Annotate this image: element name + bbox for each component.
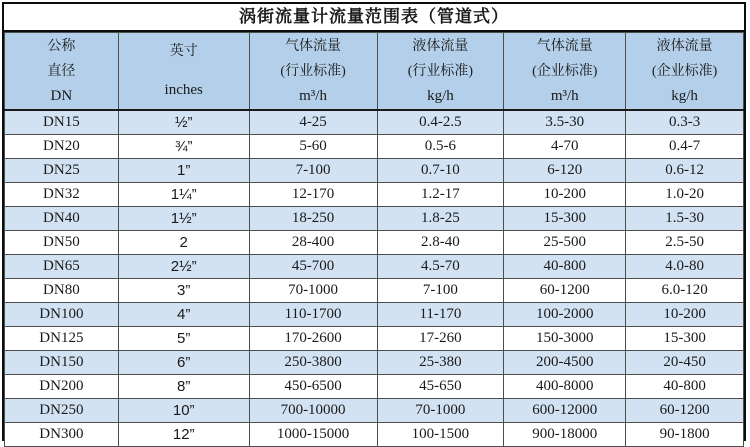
table-row	[5, 255, 744, 279]
column-header-dn	[5, 33, 119, 111]
table-header	[5, 33, 744, 111]
cell-inches: 1½”	[118, 207, 249, 231]
cell-inches: 2½”	[118, 255, 249, 279]
cell-inches: 8”	[118, 375, 249, 399]
cell-dn: DN65	[5, 255, 119, 279]
cell-inches: 6”	[118, 351, 249, 375]
header-line: m³/h	[299, 87, 327, 104]
table-row	[5, 279, 744, 303]
cell-liquid-industry: 45-650	[377, 375, 504, 399]
header-line: 直径	[47, 63, 76, 79]
table-row	[5, 159, 744, 183]
cell-liquid-industry: 7-100	[377, 279, 504, 303]
table-row	[5, 183, 744, 207]
cell-gas-enterprise: 60-1200	[504, 279, 626, 303]
cell-liquid-industry: 25-380	[377, 351, 504, 375]
cell-inches: 1”	[118, 159, 249, 183]
cell-liquid-enterprise: 2.5-50	[626, 231, 744, 255]
header-line: m³/h	[550, 87, 579, 104]
cell-gas-industry: 18-250	[249, 207, 377, 231]
cell-liquid-enterprise: 40-800	[626, 375, 744, 399]
cell-dn: DN200	[5, 375, 119, 399]
cell-liquid-enterprise: 60-1200	[626, 399, 744, 423]
header-line: (行业标准)	[407, 63, 474, 79]
cell-gas-enterprise: 4-70	[504, 135, 626, 159]
cell-gas-enterprise: 25-500	[504, 231, 626, 255]
cell-dn: DN125	[5, 327, 119, 351]
cell-dn: DN20	[5, 135, 119, 159]
table-row	[5, 135, 744, 159]
cell-gas-enterprise: 600-12000	[504, 399, 626, 423]
header-line: 公称	[47, 38, 76, 54]
cell-dn: DN80	[5, 279, 119, 303]
cell-gas-industry: 7-100	[249, 159, 377, 183]
table-row	[5, 303, 744, 327]
cell-liquid-enterprise: 10-200	[626, 303, 744, 327]
cell-inches: ¾”	[118, 135, 249, 159]
cell-liquid-industry: 4.5-70	[377, 255, 504, 279]
cell-liquid-industry: 0.4-2.5	[377, 110, 504, 135]
cell-gas-enterprise: 100-2000	[504, 303, 626, 327]
cell-liquid-enterprise: 0.6-12	[626, 159, 744, 183]
cell-gas-industry: 45-700	[249, 255, 377, 279]
column-header-gas-enterprise	[504, 33, 626, 111]
cell-dn: DN25	[5, 159, 119, 183]
cell-inches: 12”	[118, 423, 249, 447]
column-header-inches	[118, 33, 249, 111]
header-line: kg/h	[427, 87, 454, 104]
cell-dn: DN32	[5, 183, 119, 207]
cell-gas-enterprise: 150-3000	[504, 327, 626, 351]
cell-gas-industry: 5-60	[249, 135, 377, 159]
cell-liquid-industry: 0.7-10	[377, 159, 504, 183]
cell-gas-industry: 110-1700	[249, 303, 377, 327]
cell-gas-industry: 700-10000	[249, 399, 377, 423]
cell-gas-industry: 1000-15000	[249, 423, 377, 447]
header-line: inches	[164, 82, 203, 98]
column-header-liquid-enterprise	[626, 33, 744, 111]
cell-inches: 10”	[118, 399, 249, 423]
table-row	[5, 231, 744, 255]
cell-inches: 1¼”	[118, 183, 249, 207]
table-row	[5, 207, 744, 231]
cell-gas-enterprise: 40-800	[504, 255, 626, 279]
cell-liquid-industry: 17-260	[377, 327, 504, 351]
cell-dn: DN50	[5, 231, 119, 255]
cell-liquid-industry: 1.8-25	[377, 207, 504, 231]
table-row	[5, 375, 744, 399]
cell-gas-enterprise: 10-200	[504, 183, 626, 207]
cell-dn: DN250	[5, 399, 119, 423]
cell-gas-enterprise: 3.5-30	[504, 110, 626, 135]
cell-dn: DN15	[5, 110, 119, 135]
cell-gas-industry: 4-25	[249, 110, 377, 135]
header-line: 气体流量	[285, 38, 342, 54]
cell-inches: 5”	[118, 327, 249, 351]
header-line: 液体流量	[412, 38, 469, 54]
column-header-liquid-industry	[377, 33, 504, 111]
cell-liquid-enterprise: 1.5-30	[626, 207, 744, 231]
cell-liquid-industry: 0.5-6	[377, 135, 504, 159]
cell-inches: 3”	[118, 279, 249, 303]
cell-gas-enterprise: 400-8000	[504, 375, 626, 399]
cell-dn: DN100	[5, 303, 119, 327]
cell-dn: DN300	[5, 423, 119, 447]
header-line: 液体流量	[656, 38, 713, 54]
cell-liquid-enterprise: 0.3-3	[626, 110, 744, 135]
cell-inches: ½”	[118, 110, 249, 135]
cell-liquid-enterprise: 1.0-20	[626, 183, 744, 207]
cell-gas-industry: 250-3800	[249, 351, 377, 375]
table-row	[5, 423, 744, 447]
flow-range-table	[4, 32, 744, 447]
cell-liquid-enterprise: 4.0-80	[626, 255, 744, 279]
header-line: (企业标准)	[532, 63, 598, 79]
cell-liquid-industry: 70-1000	[377, 399, 504, 423]
cell-liquid-industry: 11-170	[377, 303, 504, 327]
column-header-gas-industry	[249, 33, 377, 111]
cell-gas-industry: 70-1000	[249, 279, 377, 303]
table-body	[5, 110, 744, 447]
flow-range-table-frame	[2, 2, 746, 441]
table-title: 涡街流量计流量范围表（管道式）	[4, 4, 744, 32]
cell-gas-enterprise: 6-120	[504, 159, 626, 183]
table-row	[5, 327, 744, 351]
cell-dn: DN40	[5, 207, 119, 231]
cell-gas-industry: 170-2600	[249, 327, 377, 351]
cell-gas-industry: 28-400	[249, 231, 377, 255]
table-row	[5, 399, 744, 423]
cell-liquid-industry: 1.2-17	[377, 183, 504, 207]
cell-gas-industry: 12-170	[249, 183, 377, 207]
cell-liquid-industry: 2.8-40	[377, 231, 504, 255]
header-row	[5, 33, 744, 111]
cell-inches: 2	[118, 231, 249, 255]
table-row	[5, 351, 744, 375]
cell-dn: DN150	[5, 351, 119, 375]
cell-gas-enterprise: 15-300	[504, 207, 626, 231]
header-line: 气体流量	[536, 38, 593, 54]
header-line: 英寸	[169, 44, 198, 59]
cell-liquid-enterprise: 6.0-120	[626, 279, 744, 303]
cell-liquid-industry: 100-1500	[377, 423, 504, 447]
cell-liquid-enterprise: 90-1800	[626, 423, 744, 447]
cell-liquid-enterprise: 0.4-7	[626, 135, 744, 159]
header-line: DN	[50, 87, 73, 104]
header-line: (企业标准)	[651, 63, 718, 79]
cell-gas-enterprise: 900-18000	[504, 423, 626, 447]
header-line: kg/h	[671, 87, 698, 104]
table-row	[5, 110, 744, 135]
cell-gas-enterprise: 200-4500	[504, 351, 626, 375]
header-line: (行业标准)	[280, 63, 346, 79]
cell-liquid-enterprise: 20-450	[626, 351, 744, 375]
cell-inches: 4”	[118, 303, 249, 327]
cell-gas-industry: 450-6500	[249, 375, 377, 399]
cell-liquid-enterprise: 15-300	[626, 327, 744, 351]
